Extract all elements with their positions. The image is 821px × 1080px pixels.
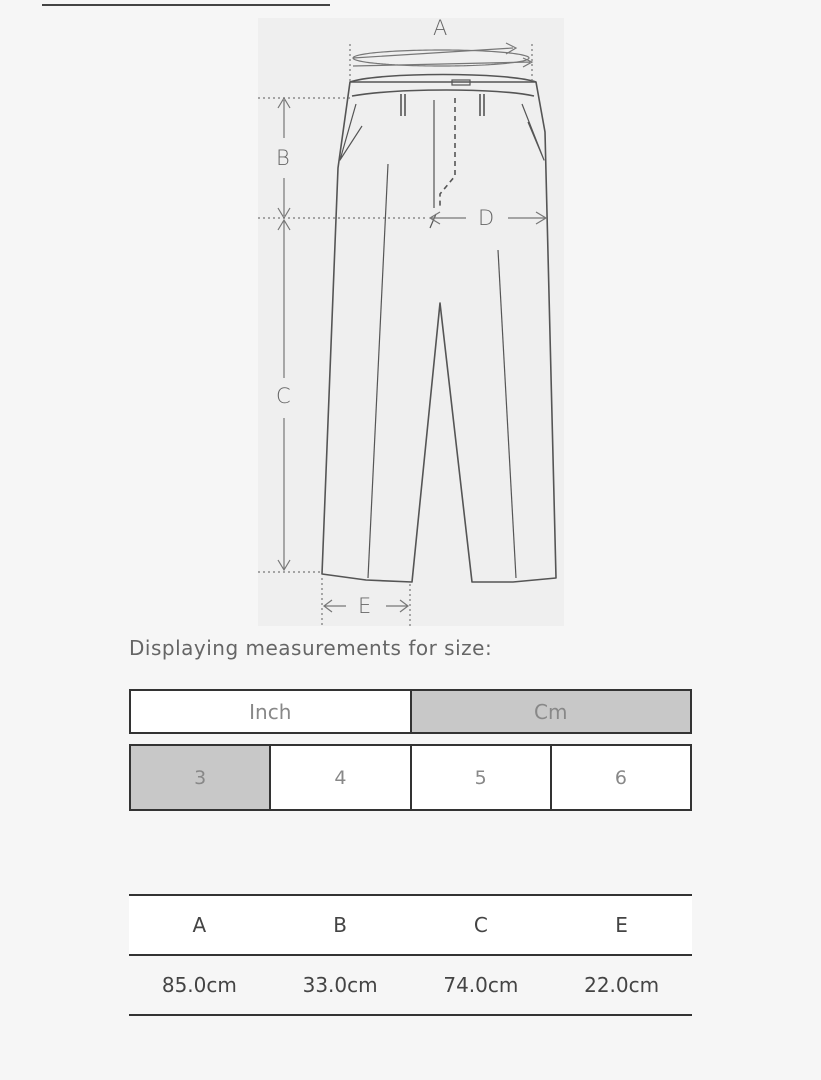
header-divider [42, 4, 330, 6]
size-4-button[interactable]: 4 [271, 744, 411, 811]
label-c: C [276, 384, 291, 408]
trouser-illustration [258, 18, 564, 626]
value-c: 74.0cm [411, 955, 552, 1015]
header-a: A [129, 895, 270, 955]
measurement-value-row [129, 955, 692, 1015]
unit-inch-button[interactable]: Inch [129, 689, 412, 734]
label-a: A [433, 16, 448, 40]
size-5-button[interactable]: 5 [412, 744, 552, 811]
diagram-background [258, 18, 564, 626]
size-caption: Displaying measurements for size: [129, 636, 493, 660]
unit-toggle [129, 689, 692, 734]
value-e: 22.0cm [551, 955, 692, 1015]
label-b: B [276, 146, 290, 170]
header-e: E [551, 895, 692, 955]
header-c: C [411, 895, 552, 955]
size-selector [129, 744, 692, 811]
value-a: 85.0cm [129, 955, 270, 1015]
measurement-header-row [129, 895, 692, 955]
label-e: E [358, 594, 372, 618]
label-d: D [478, 206, 495, 230]
trouser-measurement-diagram [258, 18, 564, 626]
value-b: 33.0cm [270, 955, 411, 1015]
size-3-button[interactable]: 3 [129, 744, 271, 811]
unit-cm-button[interactable]: Cm [412, 689, 693, 734]
measurement-table [129, 894, 692, 1016]
size-6-button[interactable]: 6 [552, 744, 692, 811]
header-b: B [270, 895, 411, 955]
